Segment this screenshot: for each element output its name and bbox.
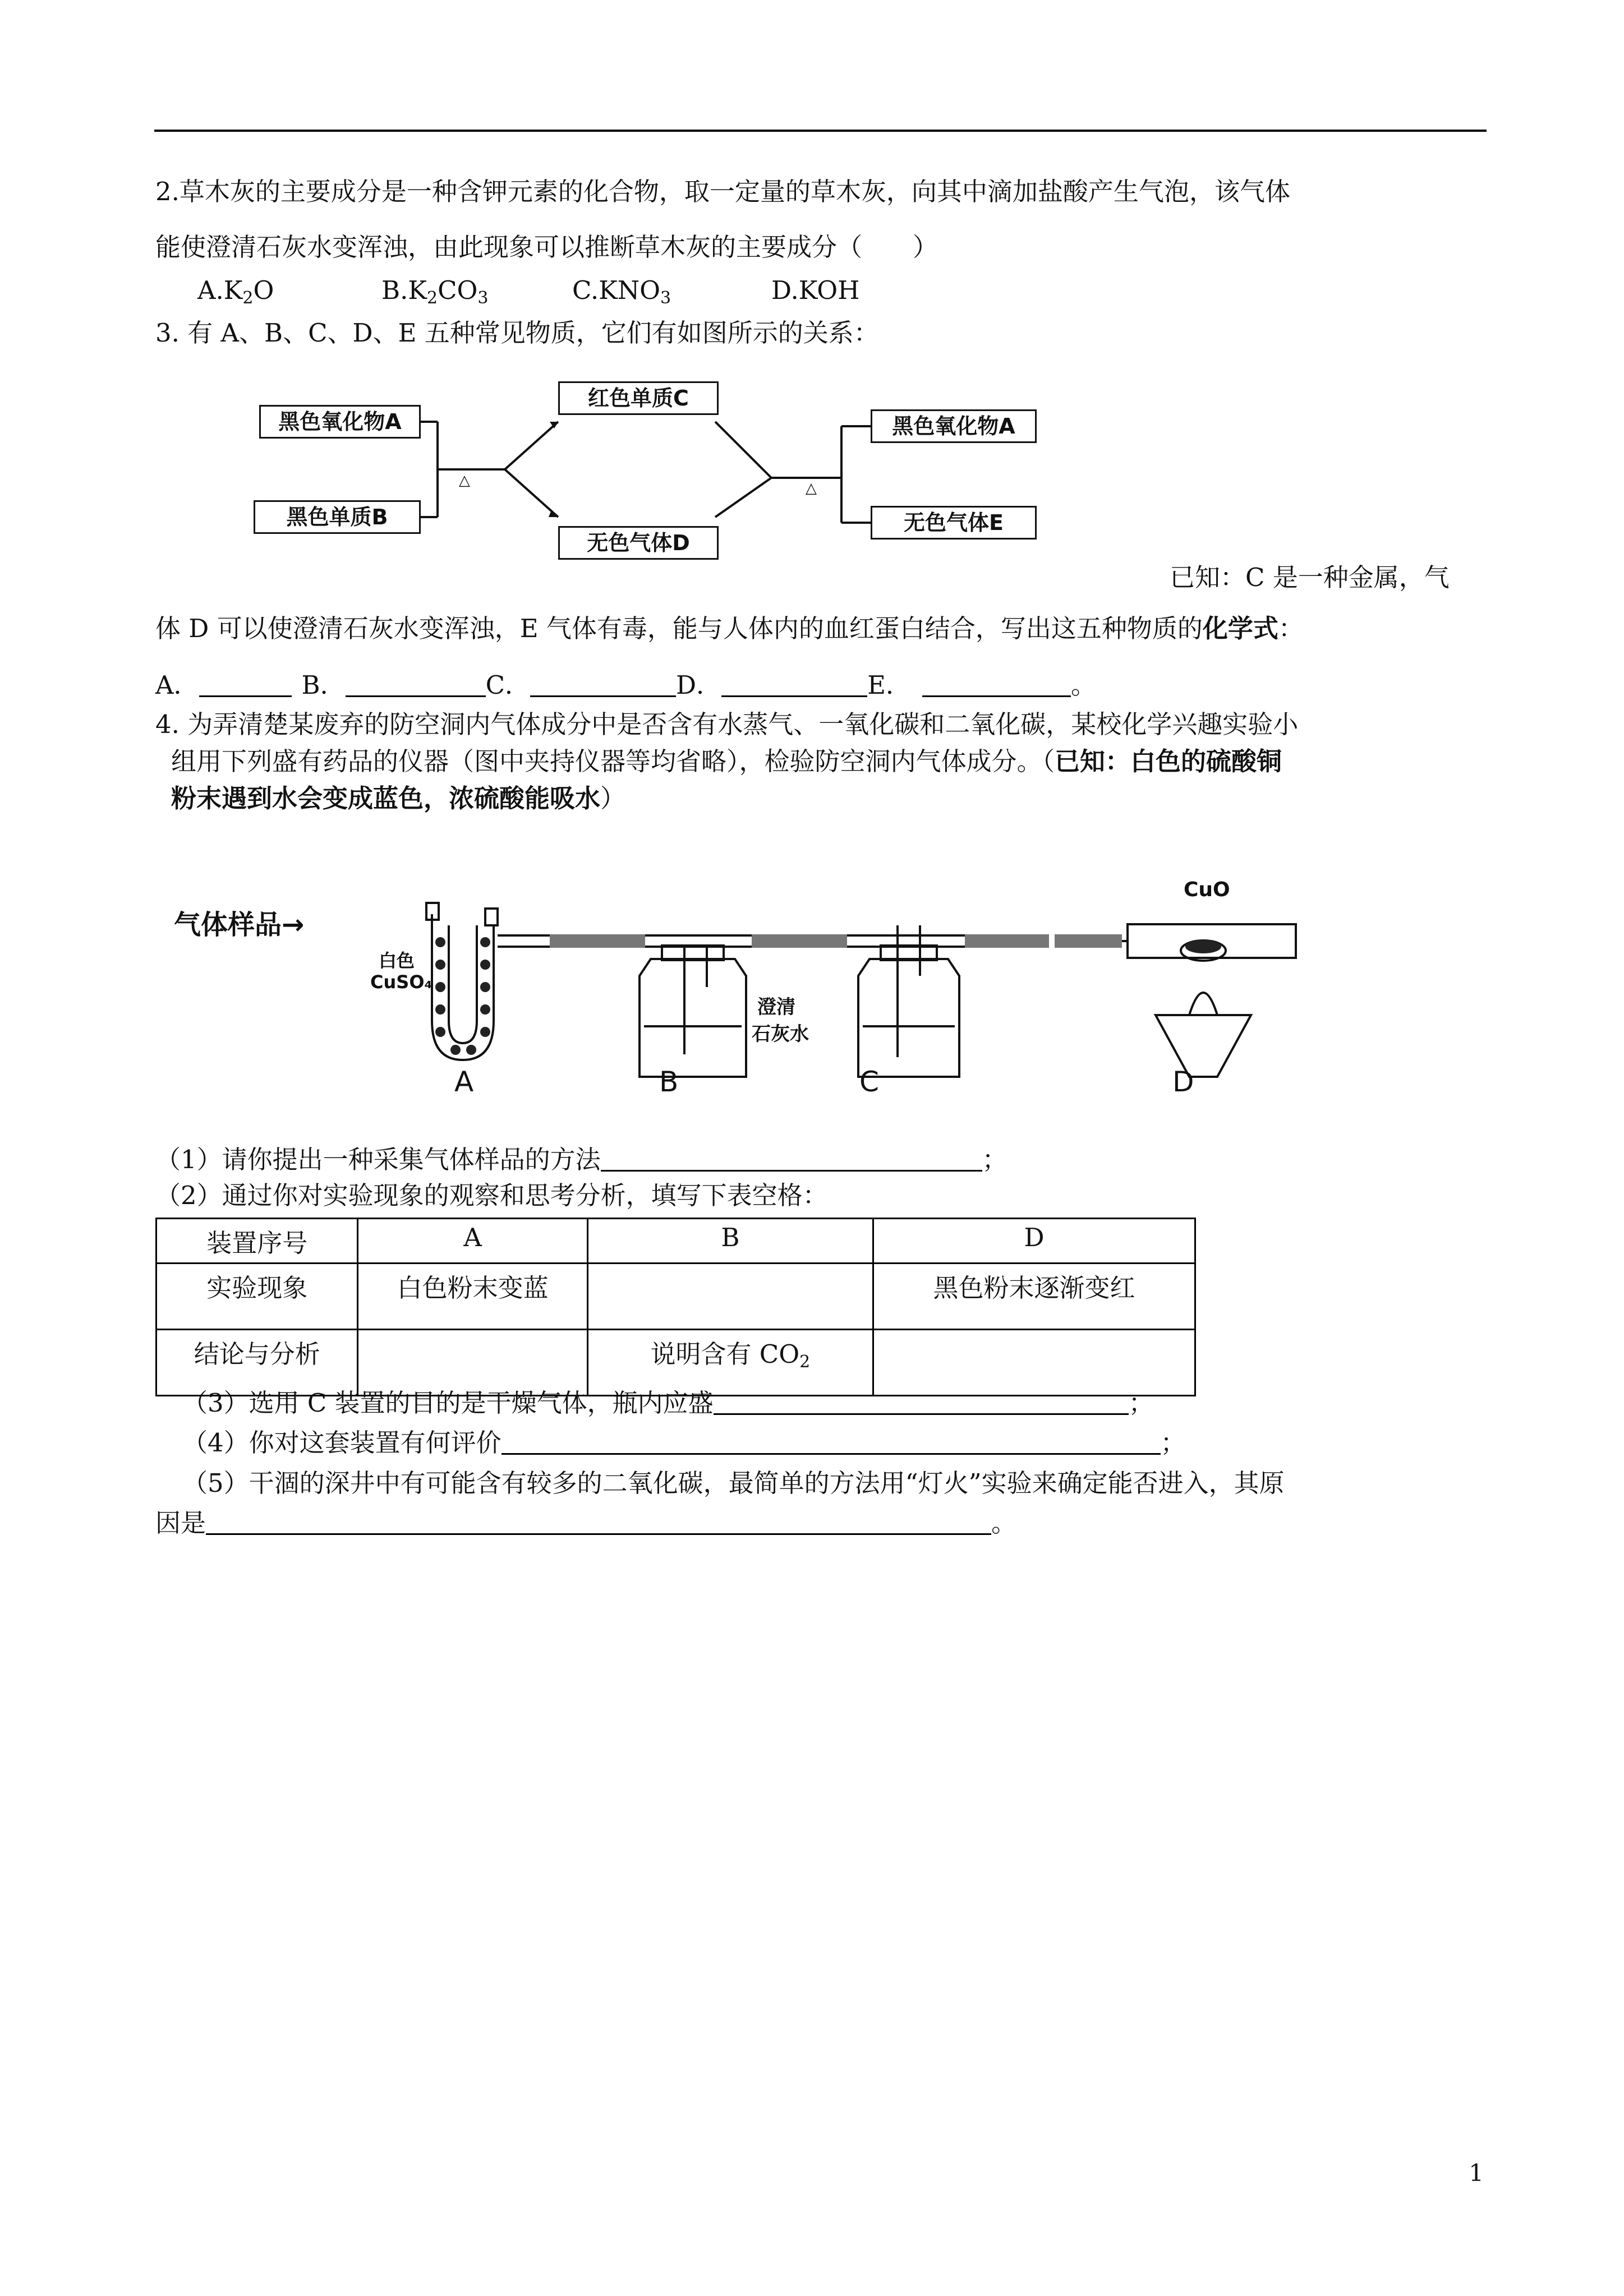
q4-sub1: （1）请你提出一种采集气体样品的方法 ； [155,1145,1007,1174]
q2-line1: 2.草木灰的主要成分是一种含钾元素的化合物，取一定量的草木灰，向其中滴加盐酸产生气泡，该气体 [155,177,1290,206]
table-cell: 白色粉末变蓝 [358,1264,587,1330]
q3-answer-row: A． B． C． D． E． 。 [155,670,1096,700]
heat-symbol-left: △ [459,472,470,489]
q4-sub2: （2）通过你对实验现象的观察和思考分析，填写下表空格： [155,1181,828,1210]
white-label: 白色 [379,950,415,971]
table-header-cell: B [587,1219,873,1264]
table-row [157,1264,1195,1330]
diagram-box-red-element-c: 红色单质C [558,381,719,415]
q2-option-a: $A.K_2O$ [197,275,274,308]
q4-sub4: （4）你对这套装置有何评价 ； [182,1428,1186,1458]
apparatus-figure [168,841,1318,1110]
q3-intro: 3. 有 A、B、C、D、E 五种常见物质，它们有如图所示的关系： [155,318,879,348]
diagram-box-colorless-gas-d: 无色气体D [558,526,719,560]
gas-sample-label: 气体样品→ [174,909,305,940]
table-cell: 说明含有 $CO_2$ [587,1330,873,1396]
table-answer-cell[interactable] [358,1330,587,1396]
apparatus-label-a: A [454,1066,474,1098]
apparatus-label-d: D [1172,1066,1194,1098]
table-cell: 黑色粉末逐渐变红 [873,1264,1195,1330]
q4-line3: 粉末遇到水会变成蓝色，浓硫酸能吸水） [171,783,626,813]
table-header-row [157,1219,1195,1264]
diagram-box-black-element-b: 黑色单质B [254,500,421,534]
answer-a-blank[interactable] [199,673,292,697]
table-cell: 实验现象 [157,1264,358,1330]
q2-option-c: $C.KNO_3$ [572,275,671,308]
limewater-label-2: 石灰水 [752,1023,809,1045]
diagram-box-black-oxide-a-left: 黑色氧化物A [259,405,421,439]
q2-line2: 能使澄清石灰水变浑浊，由此现象可以推断草木灰的主要成分（ ） [155,232,938,262]
table-header-cell: D [873,1219,1195,1264]
q3-known-line1: 已知：C 是一种金属，气 [1170,563,1450,592]
answer-e-blank[interactable] [922,673,1071,697]
reason-blank[interactable] [206,1511,991,1535]
cuo-label: CuO [1184,878,1230,901]
drying-agent-blank[interactable] [714,1391,1129,1415]
limewater-label-1: 澄清 [757,996,795,1018]
sample-method-blank[interactable] [601,1147,982,1172]
q4-sub5-line2: 因是 。 [155,1508,1017,1538]
apparatus-label-c: C [859,1066,879,1098]
q2-option-d: D.KOH [771,275,860,305]
q4-line2: 组用下列盛有药品的仪器（图中夹持仪器等均省略），检验防空洞内气体成分。（已知：白色的硫酸铜 [171,746,1282,776]
answer-b-blank[interactable] [346,673,486,697]
q4-sub3: （3）选用 C 装置的目的是干燥气体，瓶内应盛 ； [182,1388,1154,1418]
diagram-box-black-oxide-a-right: 黑色氧化物A [871,409,1037,443]
table-answer-cell[interactable] [873,1330,1195,1396]
q4-line1: 4. 为弄清楚某废弃的防空洞内气体成分中是否含有水蒸气、一氧化碳和二氧化碳，某校化学兴趣实验小 [155,709,1299,739]
result-table [155,1218,1196,1396]
table-header-cell: 装置序号 [157,1219,358,1264]
table-row [157,1330,1195,1396]
apparatus-drawing [168,841,1318,1110]
page-number: 1 [1469,2159,1484,2187]
relation-diagram [247,370,1043,566]
header-rule [154,130,1487,132]
q4-sub5-line1: （5）干涸的深井中有可能含有较多的二氧化碳，最简单的方法用“灯火”实验来确定能否进入，其原 [182,1468,1285,1498]
heat-symbol-right: △ [806,480,817,497]
apparatus-label-b: B [659,1066,679,1098]
table-header-cell: A [358,1219,587,1264]
answer-c-blank[interactable] [530,673,676,697]
cuso4-label: CuSO₄ [370,971,433,993]
q2-option-b: $B.K_2CO_3$ [381,275,489,308]
q3-known-line2: 体 D 可以使澄清石灰水变浑浊，E 气体有毒，能与人体内的血红蛋白结合，写出这五种物质的化学式： [155,614,1304,643]
evaluation-blank[interactable] [502,1431,1161,1455]
diagram-box-colorless-gas-e: 无色气体E [871,506,1037,540]
answer-d-blank[interactable] [721,673,867,697]
table-cell: 结论与分析 [157,1330,358,1396]
table-answer-cell[interactable] [587,1264,873,1330]
